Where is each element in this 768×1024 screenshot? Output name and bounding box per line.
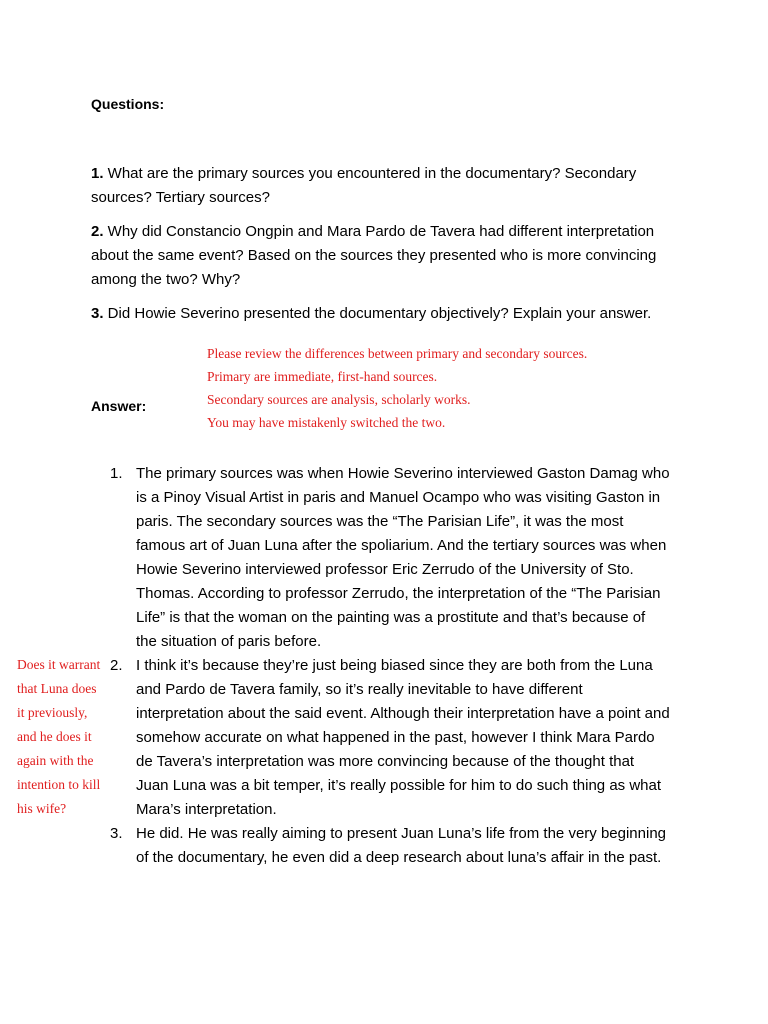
question-text: Why did Constancio Ongpin and Mara Pardo de Tavera had different interpretation about the same event? Based on the sources they presented who is more convincing among the two? Why?	[91, 223, 657, 288]
answer-number: 1.	[110, 465, 123, 482]
comment-line: Please review the differences between primary and secondary sources.	[207, 346, 588, 361]
comment-line: again with the	[17, 753, 94, 768]
answer-text: He did. He was really aiming to present Juan Luna’s life from the very beginning of the documentary, he even did a deep research about luna’s affair in the past.	[136, 825, 667, 866]
answer-item	[110, 822, 670, 870]
answer-number: 2.	[110, 657, 123, 674]
answer-heading: Answer:	[91, 398, 147, 414]
question-number: 2.	[91, 223, 104, 240]
comment-line: Primary are immediate, first-hand sources.	[207, 369, 438, 384]
answer-text: The primary sources was when Howie Severino interviewed Gaston Damag who is a Pinoy Visual Artist in paris and Manuel Ocampo who was visiting Gaston in paris. The secondary sources was the “The Parisian Life”, it was the most famous art of Juan Luna after the spoliarium. And the tertiary sources was when Howie Severino interviewed professor Eric Zerrudo of the University of Sto. Thomas. According to professor Zerrudo, the interpretation of the “The Parisian Life” is that the woman on the painting was a prostitute and that’s because of the situation of paris before.	[136, 465, 670, 650]
comment-line: and he does it	[17, 729, 92, 744]
comment-line: his wife?	[17, 801, 67, 816]
comment-line: Does it warrant	[17, 657, 101, 672]
question-3	[91, 302, 671, 326]
answer-item	[110, 654, 670, 822]
question-2	[91, 220, 671, 292]
margin-comment	[17, 653, 129, 821]
answer-list	[110, 462, 670, 870]
comment-line: intention to kill	[17, 777, 101, 792]
comment-line: Secondary sources are analysis, scholarly works.	[207, 392, 471, 407]
comment-line: You may have mistakenly switched the two.	[207, 415, 446, 430]
comment-line: that Luna does	[17, 681, 97, 696]
question-number: 3.	[91, 305, 104, 322]
answer-number: 3.	[110, 825, 123, 842]
answer-item	[110, 462, 670, 654]
answer-text: I think it’s because they’re just being biased since they are both from the Luna and Pardo de Tavera family, so it’s really inevitable to have different interpretation about the said event. Although their interpretation have a point and somehow accurate on what happened in the past, however I think Mara Pardo de Tavera’s interpretation was more convincing because of the thought that Juan Luna was a bit temper, it’s really possible for him to do such thing as what Mara’s interpretation.	[136, 657, 670, 818]
questions-heading: Questions:	[91, 96, 165, 112]
reviewer-comment	[207, 342, 667, 434]
question-1	[91, 162, 671, 210]
question-text: What are the primary sources you encountered in the documentary? Secondary sources? Tertiary sources?	[91, 165, 637, 206]
comment-line: it previously,	[17, 705, 88, 720]
question-number: 1.	[91, 165, 104, 182]
question-text: Did Howie Severino presented the documentary objectively? Explain your answer.	[103, 305, 652, 322]
